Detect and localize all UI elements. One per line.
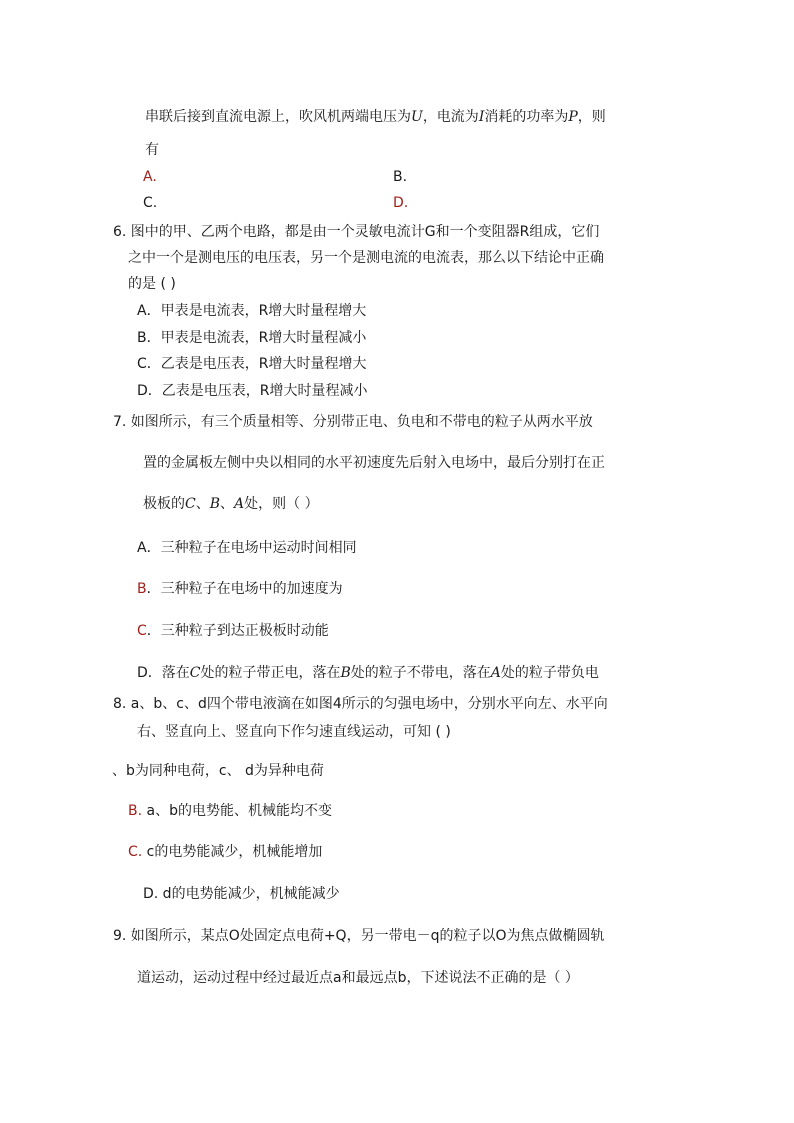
q7-stem-line1: 7. 如图所示，有三个质量相等、分别带正电、负电和不带电的粒子从两水平放 — [113, 414, 593, 430]
q6-option-c: C．乙表是电压表，R增大时量程增大 — [137, 356, 367, 372]
q7-stem-line3: 极板的C、B、A处，则（ ） — [143, 496, 319, 512]
q7-option-c-label: C — [137, 623, 147, 639]
q7-option-b-label: B — [137, 581, 147, 597]
q8-option-b: B. a、b的电势能、机械能均不变 — [128, 803, 332, 819]
q8-option-c-label: C. — [128, 844, 143, 860]
q8-stem-line2: 右、竖直向上、竖直向下作匀速直线运动，可知 ( ) — [137, 724, 451, 740]
q5-option-a: A. — [143, 169, 157, 185]
q5-option-c: C. — [143, 195, 158, 211]
q5-stem-line2: 有 — [145, 142, 159, 158]
q7-option-d: D．落在C处的粒子带正电，落在B处的粒子不带电，落在A处的粒子带负电 — [137, 665, 599, 681]
q5-stem-line1: 串联后接到直流电源上，吹风机两端电压为U，电流为I消耗的功率为P，则 — [145, 109, 606, 125]
q6-option-a: A．甲表是电流表，R增大时量程增大 — [137, 303, 367, 319]
q9-stem-line1: 9. 如图所示，某点O处固定点电荷+Q，另一带电－q的粒子以O为焦点做椭圆轨 — [113, 928, 605, 944]
q7-stem-line2: 置的金属板左侧中央以相同的水平初速度先后射入电场中，最后分别打在正 — [143, 455, 605, 471]
q8-option-d: D. d的电势能减少，机械能减少 — [143, 886, 340, 902]
q9-stem-line2: 道运动，运动过程中经过最近点a和最远点b，下述说法不正确的是（ ） — [137, 970, 579, 986]
q7-option-c: C．三种粒子到达正极板时动能 — [137, 623, 329, 639]
q8-stem-line1: 8. a、b、c、d四个带电液滴在如图4所示的匀强电场中，分别水平向左、水平向 — [113, 696, 608, 712]
var-p: P — [568, 109, 578, 125]
q6-stem-line1: 6. 图中的甲、乙两个电路，都是由一个灵敏电流计G和一个变阻器R组成，它们 — [113, 224, 600, 240]
q6-stem-line2: 之中一个是测电压的电压表，另一个是测电流的电流表，那么以下结论中正确 — [128, 250, 604, 266]
var-u: U — [411, 109, 423, 125]
q8-option-c: C. c的电势能减少，机械能增加 — [128, 844, 323, 860]
q5-option-b: B. — [393, 169, 408, 185]
q7-option-a: A．三种粒子在电场中运动时间相同 — [137, 540, 357, 556]
q6-option-b: B．甲表是电流表，R增大时量程减小 — [137, 330, 367, 346]
q8-option-a: 、b为同种电荷，c、 d为异种电荷 — [112, 763, 324, 779]
q5-option-d: D. — [393, 195, 409, 211]
q6-option-d: D．乙表是电压表，R增大时量程减小 — [137, 383, 368, 399]
q8-option-b-label: B. — [128, 803, 143, 819]
q6-stem-line3: 的是 ( ) — [128, 276, 176, 292]
var-i: I — [478, 109, 485, 125]
q7-option-b: B．三种粒子在电场中的加速度为 — [137, 581, 343, 597]
